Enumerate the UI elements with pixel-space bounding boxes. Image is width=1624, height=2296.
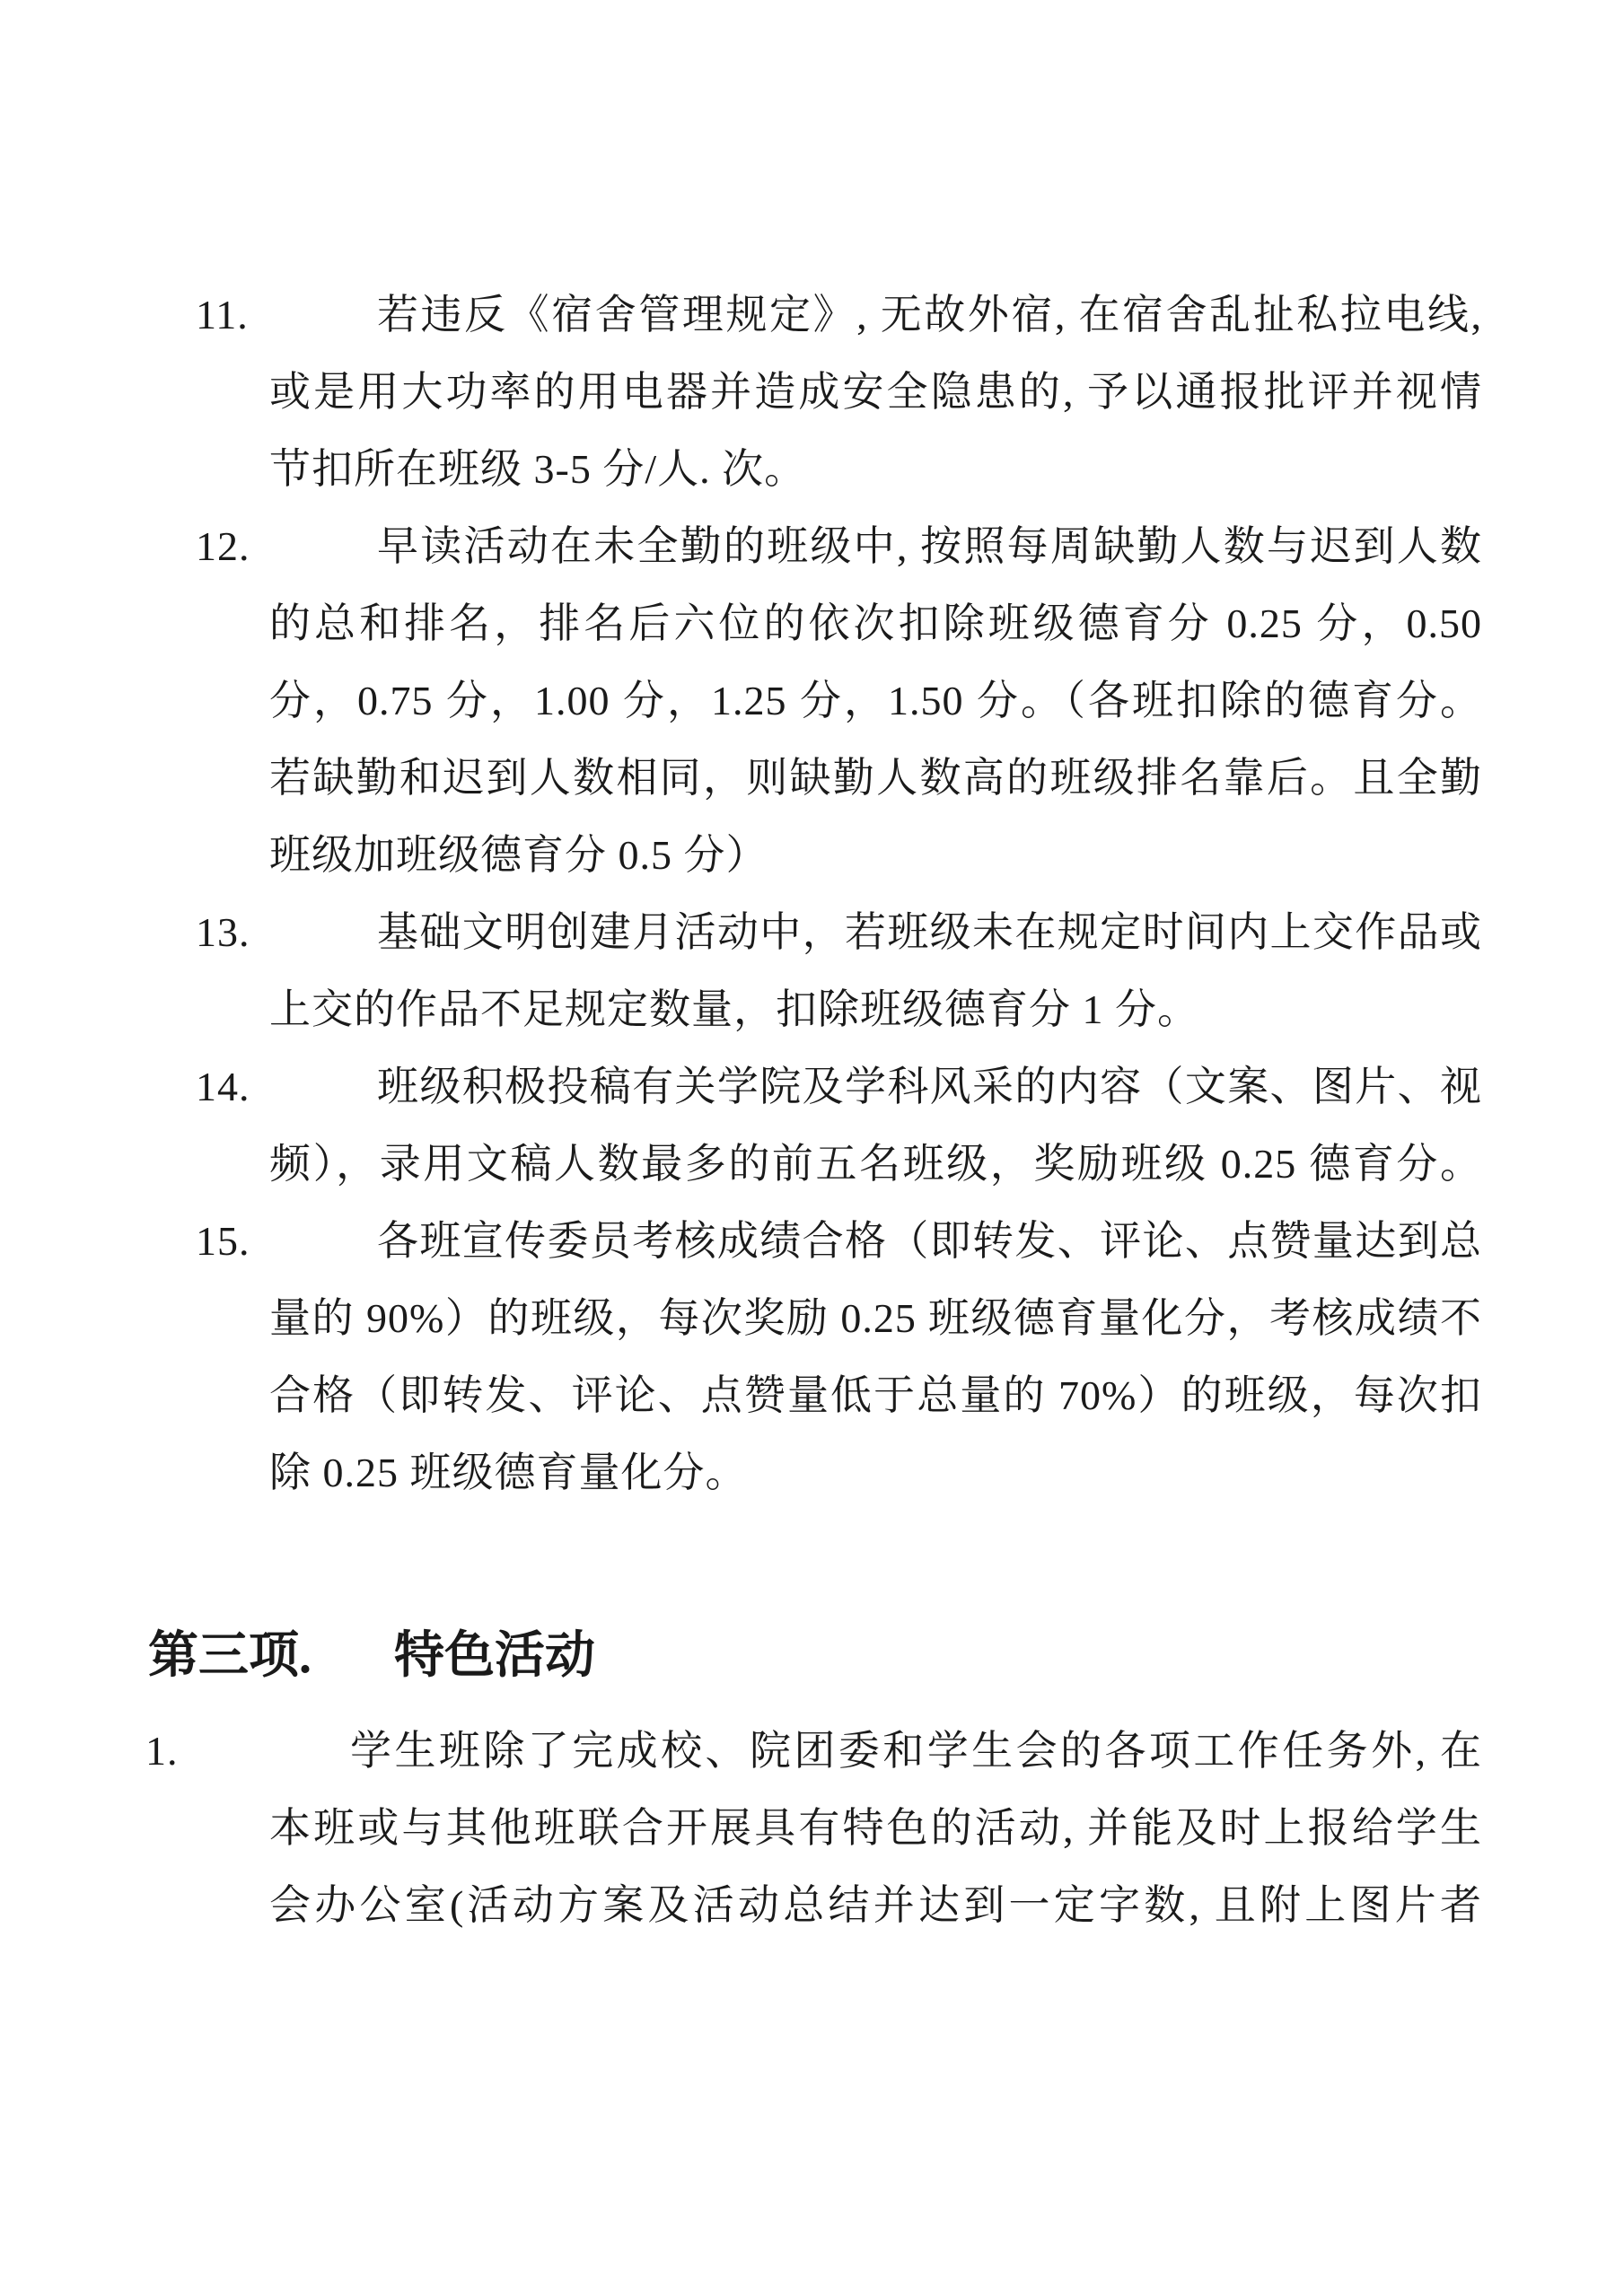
list-item xyxy=(0,1048,1624,1203)
list-item-line xyxy=(0,817,1624,894)
rules-list-items-11-15 xyxy=(0,276,1624,1512)
list-item-line xyxy=(0,1867,1624,1944)
section-heading xyxy=(148,1611,1482,1701)
line-text: 分，0.75 分，1.00 分，1.25 分，1.50 分。（各班扣除的德育分。 xyxy=(269,678,1482,723)
list-item-number: 13. xyxy=(196,909,250,955)
list-item-line xyxy=(0,1048,1624,1126)
list-item-line xyxy=(0,585,1624,662)
line-text: 合格（即转发、评论、点赞量低于总量的 70%）的班级，每次扣 xyxy=(269,1372,1482,1418)
list-item-line xyxy=(0,354,1624,431)
special-activities-list xyxy=(0,1713,1624,1944)
line-text: 或是用大功率的用电器并造成安全隐患的, 予以通报批评并视情 xyxy=(269,369,1482,415)
line-text: 量的 90%）的班级，每次奖励 0.25 班级德育量化分，考核成绩不 xyxy=(269,1295,1482,1341)
list-item-line xyxy=(0,276,1624,354)
list-item xyxy=(0,1713,1624,1944)
line-text: 本班或与其他班联合开展具有特色的活动, 并能及时上报给学生 xyxy=(269,1805,1482,1851)
section-heading-number: 第三项. xyxy=(148,1628,312,1684)
line-text: 除 0.25 班级德育量化分。 xyxy=(269,1450,748,1495)
list-item-line xyxy=(0,894,1624,971)
list-item-number: 15. xyxy=(196,1218,250,1264)
line-text: 班级加班级德育分 0.5 分） xyxy=(269,832,768,878)
line-text: 频），录用文稿人数最多的前五名班级，奖励班级 0.25 德育分。 xyxy=(269,1141,1482,1187)
line-text: 的总和排名，排名后六位的依次扣除班级德育分 0.25 分，0.50 xyxy=(269,600,1482,646)
list-item-line xyxy=(0,971,1624,1048)
list-item-number: 1. xyxy=(145,1728,179,1774)
list-item-number: 11. xyxy=(196,292,249,337)
line-text: 基础文明创建月活动中，若班级未在规定时间内上交作品或 xyxy=(377,909,1482,955)
line-text: 各班宣传委员考核成绩合格（即转发、评论、点赞量达到总 xyxy=(377,1218,1482,1264)
line-text: 若违反《宿舍管理规定》, 无故外宿, 在宿舍乱扯私拉电线, xyxy=(377,292,1482,337)
list-item-line xyxy=(0,431,1624,508)
line-text: 节扣所在班级 3-5 分/人. 次。 xyxy=(269,446,807,492)
list-item-line xyxy=(0,1790,1624,1867)
line-text: 早读活动在未全勤的班级中, 按照每周缺勤人数与迟到人数 xyxy=(377,523,1482,569)
list-item-line xyxy=(0,1713,1624,1790)
line-text: 若缺勤和迟到人数相同，则缺勤人数高的班级排名靠后。且全勤 xyxy=(269,755,1482,801)
list-item-line xyxy=(0,1280,1624,1357)
list-item-line xyxy=(0,1434,1624,1512)
line-text: 会办公室(活动方案及活动总结并达到一定字数, 且附上图片者 xyxy=(269,1882,1482,1928)
list-item-line xyxy=(0,740,1624,817)
list-item-line xyxy=(0,508,1624,585)
list-item xyxy=(0,276,1624,508)
list-item xyxy=(0,508,1624,894)
list-item xyxy=(0,1203,1624,1512)
list-item-line xyxy=(0,1126,1624,1203)
line-text: 班级积极投稿有关学院及学科风采的内容（文案、图片、视 xyxy=(377,1064,1482,1109)
list-item-number: 12. xyxy=(196,523,250,569)
section-heading-title: 特色活动 xyxy=(394,1628,595,1684)
line-text: 学生班除了完成校、院团委和学生会的各项工作任务外, 在 xyxy=(350,1728,1482,1774)
list-item-line xyxy=(0,662,1624,740)
list-item-line xyxy=(0,1357,1624,1434)
list-item-line xyxy=(0,1203,1624,1280)
list-item-number: 14. xyxy=(196,1064,250,1109)
list-item xyxy=(0,894,1624,1048)
line-text: 上交的作品不足规定数量，扣除班级德育分 1 分。 xyxy=(269,986,1199,1032)
